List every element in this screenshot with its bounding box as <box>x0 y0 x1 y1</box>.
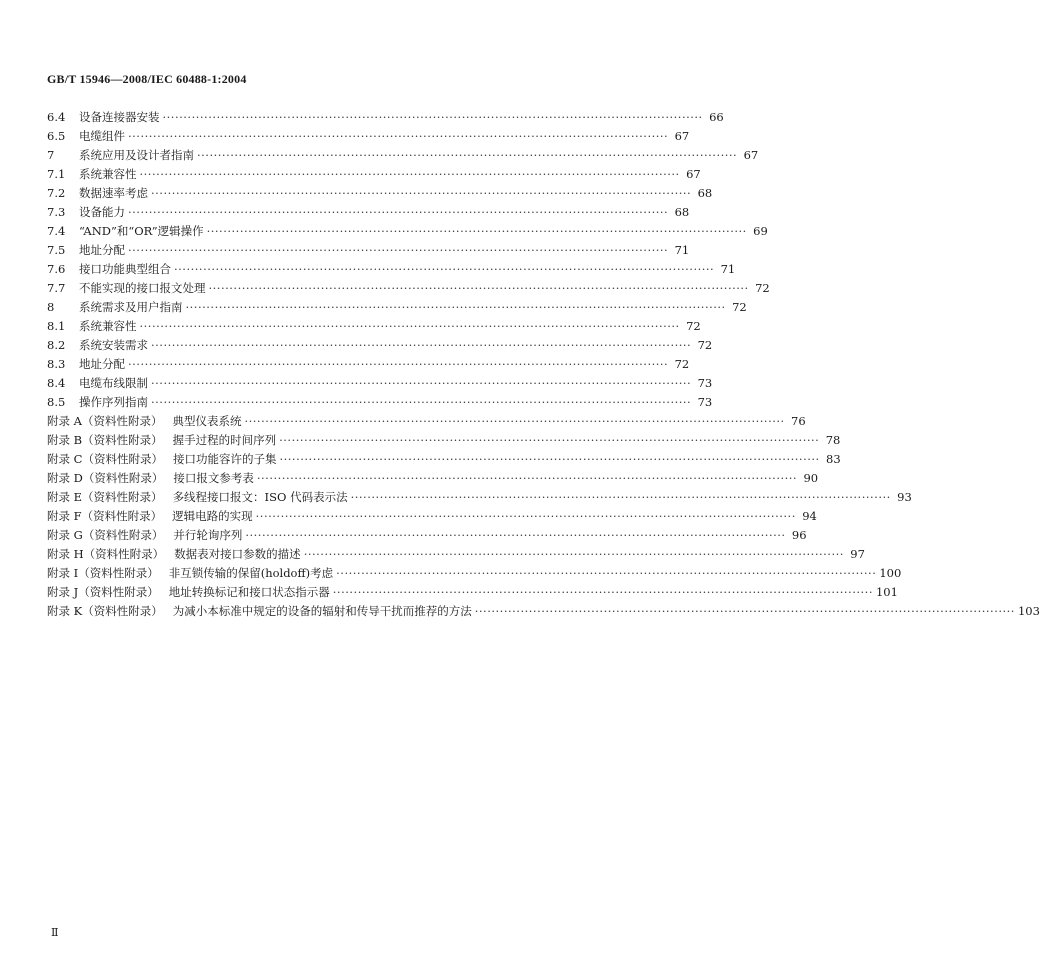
toc-entry[interactable] <box>47 431 841 450</box>
leader-dots <box>333 583 873 602</box>
toc-entry-number: 7 <box>47 148 55 162</box>
toc-entry[interactable] <box>47 127 690 146</box>
toc-entry-number: 附录 H（资料性附录） <box>47 547 165 561</box>
leader-dots <box>128 203 668 222</box>
toc-entry[interactable] <box>47 545 865 564</box>
toc-entry[interactable] <box>47 222 768 241</box>
toc-entry-title: 接口报文参考表 <box>173 471 254 485</box>
toc-entry-title: 多线程接口报文：ISO 代码表示法 <box>172 490 348 504</box>
toc-entry-page: 83 <box>826 452 841 466</box>
document-header: GB/T 15946—2008/IEC 60488-1:2004 <box>47 72 247 86</box>
toc-entry-number: 7.2 <box>47 186 66 200</box>
toc-entry-page: 72 <box>732 300 747 314</box>
leader-dots <box>245 526 785 545</box>
toc-entry-page: 93 <box>897 490 912 504</box>
toc-entry-title: 接口功能典型组合 <box>79 262 171 276</box>
toc-entry-number: 附录 G（资料性附录） <box>47 528 164 542</box>
toc-entry-title: 地址转换标记和接口状态指示器 <box>168 585 330 599</box>
toc-entry-page: 97 <box>850 547 865 561</box>
toc-entry[interactable] <box>47 526 807 545</box>
toc-entry-title: 电缆布线限制 <box>79 376 148 390</box>
toc-entry-page: 68 <box>697 186 713 200</box>
toc-entry-title: 数据表对接口参数的描述 <box>174 547 301 561</box>
leader-dots <box>475 602 1015 621</box>
leader-dots <box>151 374 691 393</box>
leader-dots <box>197 146 737 165</box>
toc-entry-number: 7.1 <box>47 167 66 181</box>
toc-entry-title: 电缆组件 <box>79 129 125 143</box>
toc-entry-title: 逻辑电路的实现 <box>172 509 253 523</box>
toc-entry[interactable] <box>47 412 806 431</box>
toc-entry-title: 设备连接器安装 <box>79 110 160 124</box>
toc-entry[interactable] <box>47 241 690 260</box>
toc-entry-page: 71 <box>674 243 690 257</box>
toc-entry[interactable] <box>47 260 736 279</box>
toc-entry-number: 6.4 <box>47 110 66 124</box>
toc-entry-number: 附录 C（资料性附录） <box>47 452 163 466</box>
toc-entry-title: 系统兼容性 <box>79 167 137 181</box>
toc-entry-number: 8.5 <box>47 395 66 409</box>
toc-entry-number: 8 <box>47 300 55 314</box>
toc-entry[interactable] <box>47 374 713 393</box>
toc-entry[interactable] <box>47 602 1040 621</box>
toc-entry[interactable] <box>47 469 819 488</box>
toc-entry-page: 100 <box>879 566 902 580</box>
leader-dots <box>279 450 819 469</box>
toc-entry-page: 73 <box>697 376 713 390</box>
toc-entry-title: 非互锁传输的保留(holdoff)考虑 <box>168 566 334 580</box>
toc-entry-title: 不能实现的接口报文处理 <box>79 281 206 295</box>
toc-entry-number: 7.5 <box>47 243 66 257</box>
toc-entry-page: 94 <box>802 509 817 523</box>
toc-entry[interactable] <box>47 279 770 298</box>
toc-entry-page: 78 <box>825 433 841 447</box>
toc-entry-number: 附录 F（资料性附录） <box>47 509 163 523</box>
toc-entry-page: 72 <box>686 319 701 333</box>
toc-entry[interactable] <box>47 336 713 355</box>
toc-entry[interactable] <box>47 165 701 184</box>
toc-entry-number: 附录 D（资料性附录） <box>47 471 164 485</box>
toc-entry-title: 系统兼容性 <box>79 319 137 333</box>
toc-entry-page: 67 <box>674 129 690 143</box>
leader-dots <box>140 165 680 184</box>
toc-entry-page: 76 <box>791 414 806 428</box>
toc-entry-number: 8.3 <box>47 357 66 371</box>
toc-entry[interactable] <box>47 450 841 469</box>
leader-dots <box>151 184 691 203</box>
toc-entry[interactable] <box>47 393 713 412</box>
toc-entry-number: 7.7 <box>47 281 66 295</box>
toc-entry-number: 附录 E（资料性附录） <box>47 490 163 504</box>
toc-entry[interactable] <box>47 355 690 374</box>
toc-entry[interactable] <box>47 564 902 583</box>
toc-entry-title: 并行轮询序列 <box>173 528 243 542</box>
leader-dots <box>174 260 714 279</box>
leader-dots <box>128 355 668 374</box>
toc-entry-title: 操作序列指南 <box>79 395 148 409</box>
leader-dots <box>209 279 749 298</box>
leader-dots <box>304 545 844 564</box>
toc-entry-number: 附录 B（资料性附录） <box>47 433 163 447</box>
toc-entry-title: 地址分配 <box>79 243 125 257</box>
leader-dots <box>128 127 668 146</box>
toc-entry-page: 68 <box>674 205 690 219</box>
toc-entry-title: 典型仪表系统 <box>172 414 242 428</box>
toc-entry-title: 为减小本标准中规定的设备的辐射和传导干扰而推荐的方法 <box>172 604 472 618</box>
toc-entry-number: 7.6 <box>47 262 66 276</box>
toc-entry[interactable] <box>47 298 747 317</box>
toc-entry-number: 8.1 <box>47 319 66 333</box>
leader-dots <box>336 564 876 583</box>
toc-entry-title: 接口功能容许的子集 <box>172 452 277 466</box>
toc-entry-page: 67 <box>743 148 759 162</box>
toc-entry-number: 附录 A（资料性附录） <box>47 414 163 428</box>
toc-entry-title: 握手过程的时间序列 <box>172 433 277 447</box>
toc-entry-page: 96 <box>791 528 807 542</box>
toc-entry[interactable] <box>47 203 690 222</box>
toc-entry-page: 103 <box>1017 604 1040 618</box>
toc-entry-number: 6.5 <box>47 129 66 143</box>
toc-entry-page: 90 <box>803 471 819 485</box>
leader-dots <box>257 469 797 488</box>
toc-entry[interactable] <box>47 507 817 526</box>
toc-entry[interactable] <box>47 488 912 507</box>
leader-dots <box>256 507 796 526</box>
toc-entry-title: 系统安装需求 <box>79 338 148 352</box>
toc-entry-title: 地址分配 <box>79 357 125 371</box>
toc-entry-number: 附录 K（资料性附录） <box>47 604 163 618</box>
toc-entry-page: 72 <box>674 357 690 371</box>
toc-entry[interactable] <box>47 108 724 127</box>
toc-entry-number: 8.2 <box>47 338 66 352</box>
toc-entry-page: 69 <box>753 224 768 238</box>
leader-dots <box>207 222 747 241</box>
toc-entry-page: 72 <box>755 281 770 295</box>
table-of-contents <box>47 108 1040 621</box>
toc-entry-number: 附录 J（资料性附录） <box>47 585 159 599</box>
toc-entry-title: 数据速率考虑 <box>79 186 148 200</box>
leader-dots <box>163 108 703 127</box>
toc-entry-title: 设备能力 <box>79 205 125 219</box>
toc-entry-page: 72 <box>697 338 713 352</box>
leader-dots <box>128 241 668 260</box>
toc-entry-number: 7.3 <box>47 205 66 219</box>
toc-entry[interactable] <box>47 583 898 602</box>
toc-entry-number: 7.4 <box>47 224 66 238</box>
toc-entry-title: 系统应用及设计者指南 <box>79 148 194 162</box>
toc-entry-page: 67 <box>686 167 701 181</box>
leader-dots <box>186 298 726 317</box>
toc-entry-page: 73 <box>697 395 713 409</box>
leader-dots <box>151 393 691 412</box>
toc-entry-title: 系统需求及用户指南 <box>79 300 183 314</box>
toc-entry-page: 71 <box>720 262 736 276</box>
leader-dots <box>351 488 891 507</box>
toc-entry-page: 66 <box>709 110 724 124</box>
toc-entry[interactable] <box>47 317 701 336</box>
toc-entry[interactable] <box>47 146 759 165</box>
toc-entry-number: 附录 I（资料性附录） <box>47 566 159 580</box>
leader-dots <box>151 336 691 355</box>
toc-entry[interactable] <box>47 184 713 203</box>
toc-entry-page: 101 <box>875 585 898 599</box>
leader-dots <box>244 412 784 431</box>
leader-dots <box>140 317 680 336</box>
page-number: Ⅱ <box>51 927 59 939</box>
toc-entry-title: “AND”和“OR”逻辑操作 <box>79 224 204 238</box>
toc-entry-number: 8.4 <box>47 376 66 390</box>
leader-dots <box>279 431 819 450</box>
